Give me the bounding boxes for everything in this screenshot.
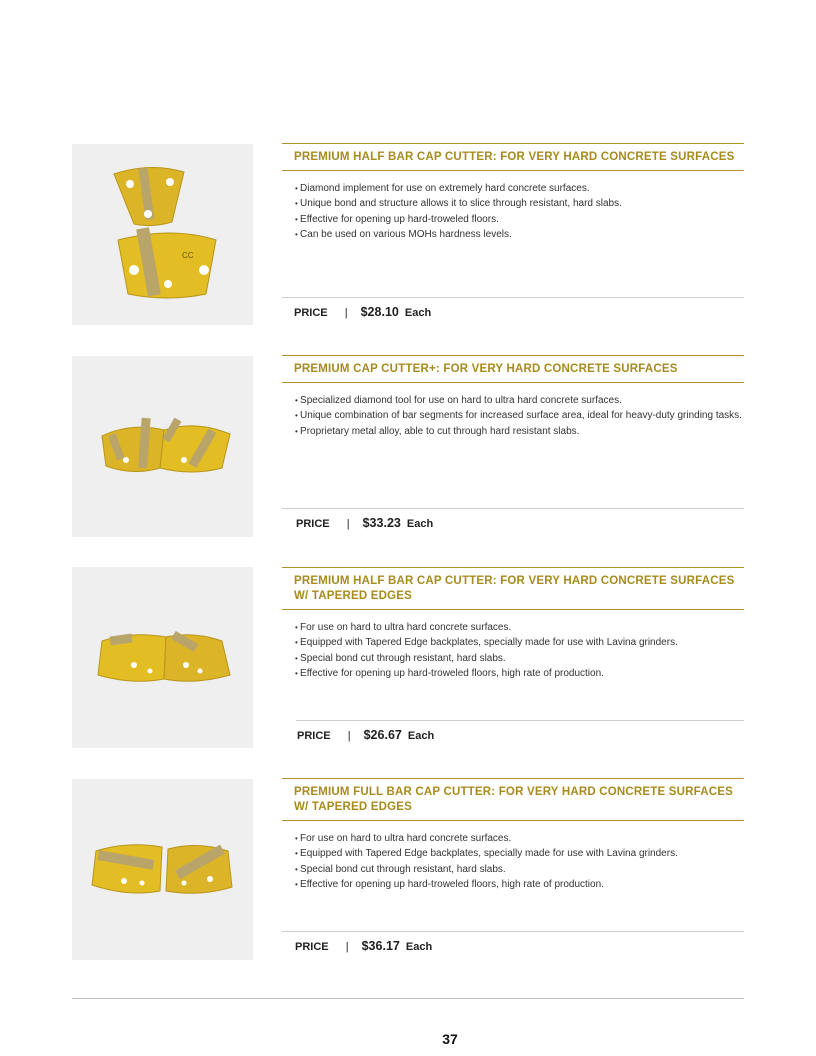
- half-bar-cap-cutter-image: [72, 144, 253, 325]
- product-title-bar: [282, 355, 744, 383]
- feature-item: • Equipped with Tapered Edge backplates, specially made for use with Lavina grinders.: [295, 846, 744, 861]
- product-title: PREMIUM HALF BAR CAP CUTTER: FOR VERY HARD CONCRETE SURFACES: [294, 151, 735, 163]
- price-unit: Each: [405, 941, 433, 953]
- feature-item: • Special bond cut through resistant, hard slabs.: [295, 651, 744, 666]
- svg-text:CC: CC: [182, 251, 194, 260]
- feature-item: • Effective for opening up hard-troweled floors.: [295, 212, 744, 227]
- feature-list: [282, 620, 744, 682]
- feature-item: • Effective for opening up hard-troweled floors, high rate of production.: [295, 666, 744, 681]
- price-label: PRICE: [296, 518, 330, 530]
- product-image: [72, 356, 253, 537]
- price-separator: |: [346, 518, 350, 530]
- price-value: $36.17: [361, 939, 400, 953]
- feature-item: • For use on hard to ultra hard concrete surfaces.: [295, 620, 744, 635]
- feature-item: • Special bond cut through resistant, hard slabs.: [295, 862, 744, 877]
- price-row: [282, 931, 744, 953]
- feature-item: • Effective for opening up hard-troweled floors, high rate of production.: [295, 877, 744, 892]
- product-title-bar: [282, 778, 744, 821]
- price-label: PRICE: [297, 730, 331, 742]
- feature-item: • Unique combination of bar segments for increased surface area, ideal for heavy-duty grinding tasks.: [295, 408, 744, 423]
- feature-list: [282, 393, 744, 439]
- product-title-bar: [282, 143, 744, 171]
- page-number: 37: [442, 1031, 458, 1047]
- price-row: [282, 297, 744, 319]
- feature-item: • Specialized diamond tool for use on hard to ultra hard concrete surfaces.: [295, 393, 744, 408]
- feature-item: • Diamond implement for use on extremely hard concrete surfaces.: [295, 181, 744, 196]
- price-label: PRICE: [294, 307, 328, 319]
- price-separator: |: [345, 941, 349, 953]
- price-value: $28.10: [360, 305, 399, 319]
- price-row: [296, 720, 744, 742]
- feature-item: • For use on hard to ultra hard concrete surfaces.: [295, 831, 744, 846]
- feature-item: • Unique bond and structure allows it to slice through resistant, hard slabs.: [295, 196, 744, 211]
- product-title-bar: [282, 567, 744, 610]
- price-unit: Each: [404, 307, 432, 319]
- product-title: PREMIUM FULL BAR CAP CUTTER: FOR VERY HARD CONCRETE SURFACES W/ TAPERED EDGES: [294, 786, 734, 813]
- price-separator: |: [344, 307, 348, 319]
- product-title: PREMIUM CAP CUTTER+: FOR VERY HARD CONCRETE SURFACES: [294, 363, 678, 375]
- half-bar-tapered-image: [72, 567, 253, 748]
- price-value: $33.23: [362, 516, 401, 530]
- feature-item: • Proprietary metal alloy, able to cut through hard resistant slabs.: [295, 424, 744, 439]
- feature-list: [282, 181, 744, 243]
- feature-list: [282, 831, 744, 893]
- footer-divider: [72, 998, 744, 999]
- feature-item: • Equipped with Tapered Edge backplates, specially made for use with Lavina grinders.: [295, 635, 744, 650]
- price-separator: |: [347, 730, 351, 742]
- price-row: [282, 508, 744, 530]
- price-unit: Each: [406, 518, 434, 530]
- feature-item: • Can be used on various MOHs hardness levels.: [295, 227, 744, 242]
- cap-cutter-plus-image: [72, 356, 253, 537]
- product-image: [72, 779, 253, 960]
- full-bar-tapered-image: [72, 779, 253, 960]
- product-title: PREMIUM HALF BAR CAP CUTTER: FOR VERY HARD CONCRETE SURFACES W/ TAPERED EDGES: [294, 575, 735, 602]
- price-label: PRICE: [295, 941, 329, 953]
- price-value: $26.67: [363, 728, 402, 742]
- product-image: [72, 144, 253, 325]
- price-unit: Each: [407, 730, 435, 742]
- product-image: [72, 567, 253, 748]
